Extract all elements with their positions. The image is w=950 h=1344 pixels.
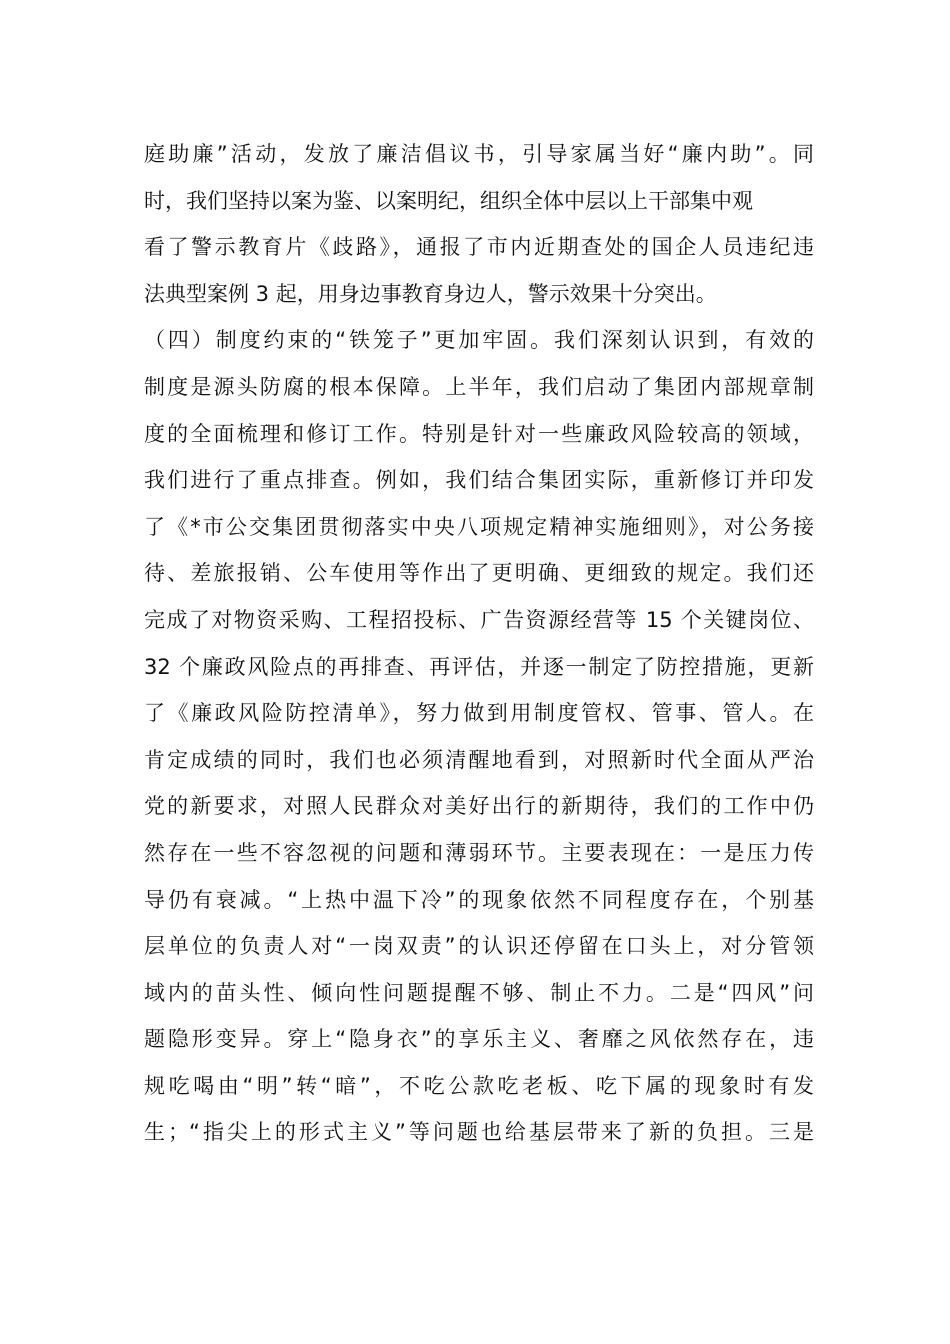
text-line: （四）制度约束的“铁笼子”更加牢固。我们深刻认识到，有效的 [144,328,814,353]
text-line: 生；“指尖上的形式主义”等问题也给基层带来了新的负担。三是 [144,1120,814,1145]
text-line: 度的全面梳理和修订工作。特别是针对一些廉政风险较高的领域， [144,421,814,446]
text-line: 然存在一些不容忽视的问题和薄弱环节。主要表现在：一是压力传 [144,840,814,865]
text-line: 了《廉政风险防控清单》，努力做到用制度管权、管事、管人。在 [144,701,814,726]
text-line: 庭助廉”活动，发放了廉洁倡议书，引导家属当好“廉内助”。同 [144,142,814,166]
text-line: 我们进行了重点排查。例如，我们结合集团实际，重新修订并印发 [144,468,814,493]
text-line: 制度是源头防腐的根本保障。上半年，我们启动了集团内部规章制 [144,374,814,399]
body-text [144,131,814,1156]
text-line: 看了警示教育片《歧路》，通报了市内近期查处的国企人员违纪违 [144,235,814,260]
text-line: 题隐形变异。穿上“隐身衣”的享乐主义、奢靡之风依然存在，违 [144,1027,814,1052]
text-line: 规吃喝由“明”转“暗”，不吃公款吃老板、吃下属的现象时有发 [144,1073,814,1098]
text-line: 完成了对物资采购、工程招投标、广告资源经营等 15 个关键岗位、 [144,607,814,632]
text-line: 时，我们坚持以案为鉴、以案明纪，组织全体中层以上干部集中观 [144,188,753,213]
text-line: 肯定成绩的同时，我们也必须清醒地看到，对照新时代全面从严治 [144,747,814,772]
text-line: 待、差旅报销、公车使用等作出了更明确、更细致的规定。我们还 [144,561,814,586]
text-line: 32 个廉政风险点的再排查、再评估，并逐一制定了防控措施，更新 [144,654,814,679]
text-line: 层单位的负责人对“一岗双责”的认识还停留在口头上，对分管领 [144,934,814,959]
text-line: 导仍有衰减。“上热中温下冷”的现象依然不同程度存在，个别基 [144,887,814,912]
text-line: 了《*市公交集团贯彻落实中央八项规定精神实施细则》，对公务接 [144,514,814,539]
text-line: 域内的苗头性、倾向性问题提醒不够、制止不力。二是“四风”问 [144,980,814,1005]
text-line: 法典型案例 3 起，用身边事教育身边人，警示效果十分突出。 [144,281,717,306]
text-line: 党的新要求，对照人民群众对美好出行的新期待，我们的工作中仍 [144,794,814,819]
